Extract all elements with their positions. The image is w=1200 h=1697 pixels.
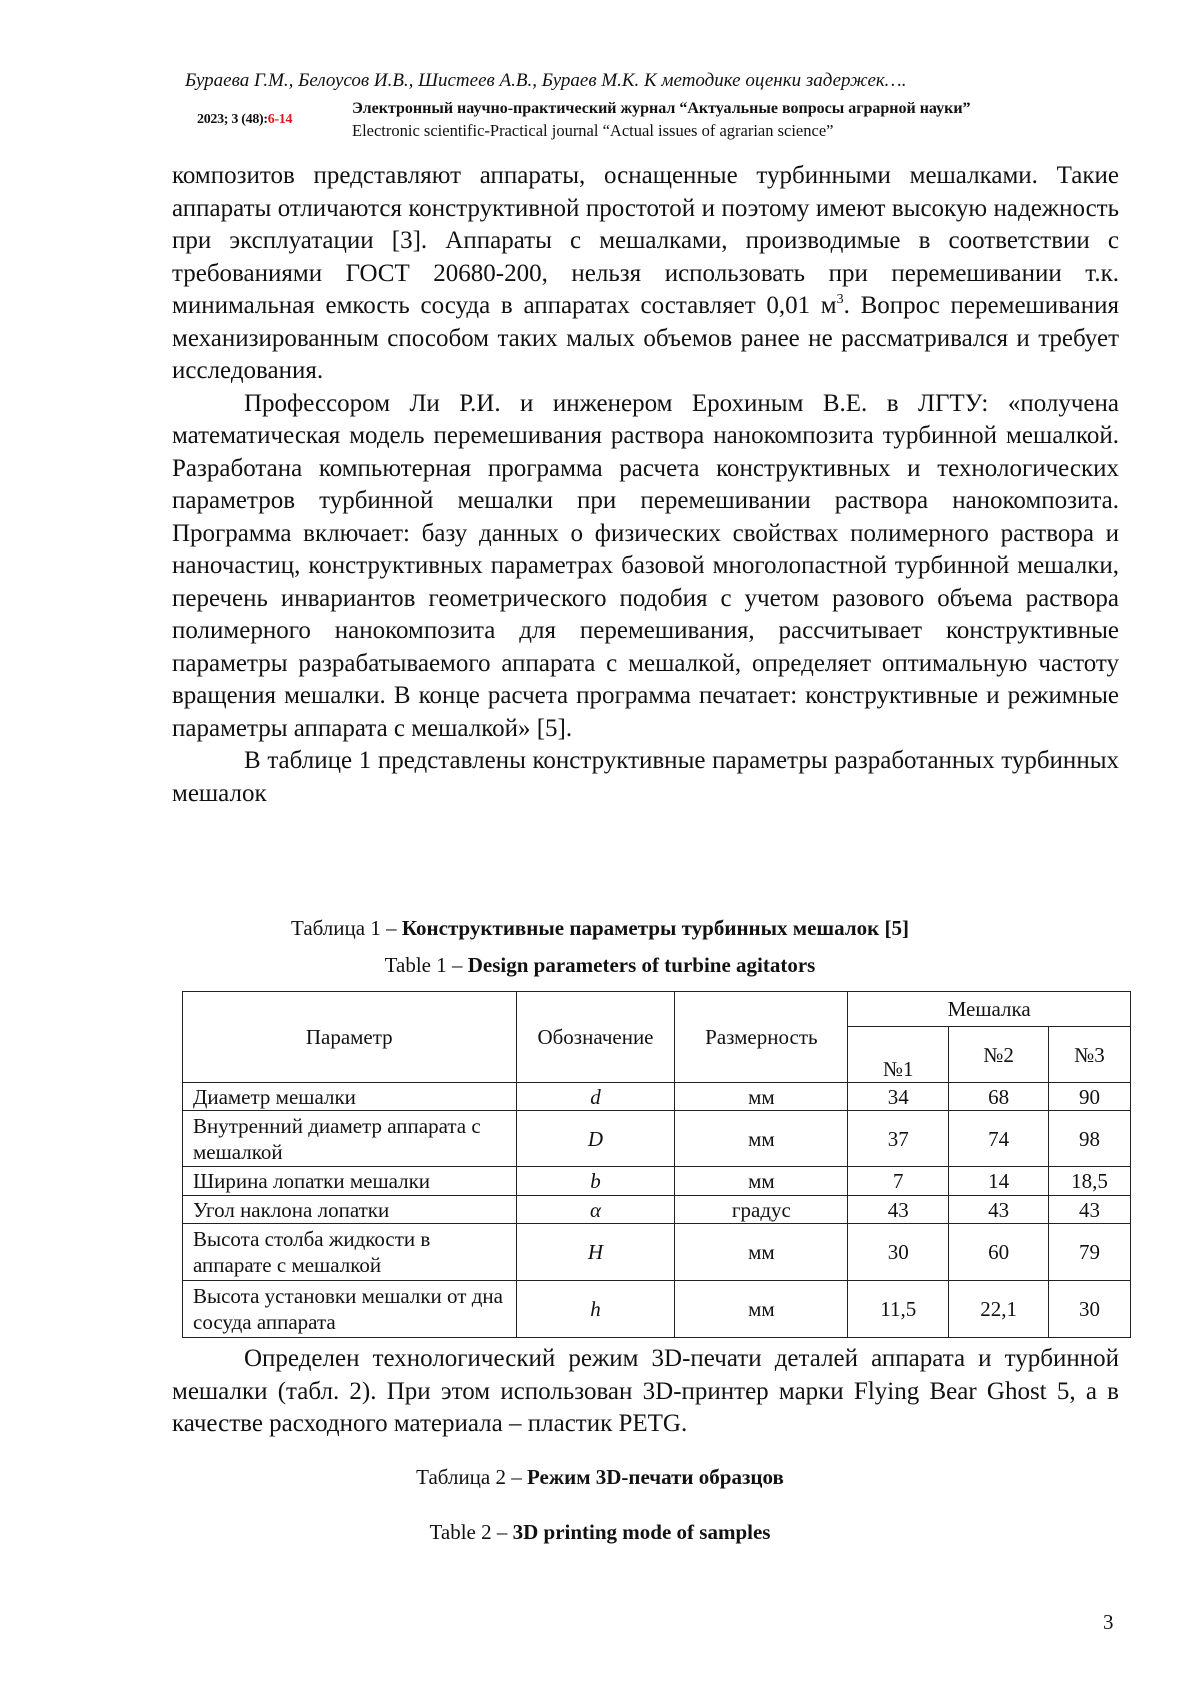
cell-param: Внутренний диаметр аппарата с мешалкой: [183, 1111, 517, 1167]
cell-param: Высота столба жидкости в аппарате с мешалкой: [183, 1224, 517, 1281]
caption-title: Режим 3D-печати образцов: [527, 1465, 784, 1489]
running-header-authors: Бураева Г.М., Белоусов И.В., Шистеев А.В., Бураев М.К. К методике оценки задержек….: [185, 70, 907, 91]
table2-caption-ru: [0, 1465, 1200, 1490]
cell-value-1: 43: [848, 1196, 949, 1224]
cell-value-1: 7: [848, 1167, 949, 1196]
cell-unit: мм: [675, 1224, 848, 1281]
caption-prefix: Table 2 –: [429, 1520, 513, 1544]
cell-param: Высота установки мешалки от дна сосуда аппарата: [183, 1281, 517, 1338]
cell-symbol: d: [516, 1083, 675, 1111]
cell-value-3: 30: [1049, 1281, 1131, 1338]
cell-unit: мм: [675, 1281, 848, 1338]
caption-prefix: Table 1 –: [384, 953, 468, 977]
table1-caption-en: [0, 953, 1200, 978]
paragraph-2: Профессором Ли Р.И. и инженером Ерохиным В.Е. в ЛГТУ: «получена математическая модель перемешивания раствора нанокомпозита турбинной мешалкой. Разработана компьютерная программа расчета конструктивных и технологических параметров турбинной мешалки при перемешивании раствора нанокомпозита. Программа включает: базу данных о физических свойствах полимерного раствора и наночастиц, конструктивных параметрах базовой многолопастной турбинной мешалки, перечень инвариантов геометрического подобия с учетом разового объема раствора полимерного нанокомпозита для перемешивания, рассчитывает конструктивные параметры разрабатываемого аппарата с мешалкой, определяет оптимальную частоту вращения мешалки. В конце расчета программа печатает: конструктивные и режимные параметры аппарата с мешалкой» [5].: [172, 389, 1119, 742]
cell-value-3: 79: [1049, 1224, 1131, 1281]
cell-value-2: 74: [949, 1111, 1049, 1167]
header-mixer-3: №3: [1049, 1027, 1131, 1083]
table2-caption-en: [0, 1520, 1200, 1545]
table-row: [183, 1167, 1131, 1196]
paragraph-3: В таблице 1 представлены конструктивные параметры разработанных турбинных мешалок: [172, 747, 1119, 807]
caption-prefix: Таблица 1 –: [291, 916, 402, 940]
cell-symbol: D: [516, 1111, 675, 1167]
table1-caption-ru: [0, 916, 1200, 941]
table-row: [183, 1281, 1131, 1338]
header-mixer-2: №2: [949, 1027, 1049, 1083]
cell-unit: мм: [675, 1083, 848, 1111]
header-unit: Размерность: [675, 992, 848, 1083]
superscript: 3: [836, 292, 844, 307]
header-param: Параметр: [183, 992, 517, 1083]
cell-unit: мм: [675, 1111, 848, 1167]
table-row: [183, 1111, 1131, 1167]
table-row: [183, 1083, 1131, 1111]
paragraph-1-part-a: композитов представляют аппараты, оснащенные турбинными мешалками. Такие аппараты отличаются конструктивной простотой и поэтому имеют высокую надежность при эксплуатации [3]. Аппараты с мешалками, производимые в соответствии с требованиями ГОСТ 20680-200, нельзя использовать при перемешивании т.к. минимальная емкость сосуда в аппаратах составляет 0,01 м: [172, 162, 1119, 319]
issue-reference: [197, 112, 292, 128]
cell-value-2: 14: [949, 1167, 1049, 1196]
cell-value-1: 11,5: [848, 1281, 949, 1338]
caption-title: Конструктивные параметры турбинных мешалок [5]: [401, 916, 909, 940]
caption-title: Design parameters of turbine agitators: [467, 953, 816, 977]
page-range: 6-14: [267, 112, 293, 127]
table-header-row: [183, 992, 1131, 1027]
body-text: [172, 160, 1119, 810]
cell-value-3: 90: [1049, 1083, 1131, 1111]
cell-value-1: 30: [848, 1224, 949, 1281]
cell-value-2: 22,1: [949, 1281, 1049, 1338]
cell-symbol: h: [516, 1281, 675, 1338]
paragraph-1: [172, 160, 1119, 388]
table-1: [182, 991, 1131, 1338]
paragraph-1-part-b: . Вопрос перемешивания механизированным способом таких малых объемов ранее не рассматривался и требует исследования.: [172, 292, 1119, 384]
cell-symbol: b: [516, 1167, 675, 1196]
cell-value-3: 18,5: [1049, 1167, 1131, 1196]
table-row: [183, 1224, 1131, 1281]
journal-title-ru: Электронный научно-практический журнал “Актуальные вопросы аграрной науки”: [352, 100, 971, 117]
cell-param: Ширина лопатки мешалки: [183, 1167, 517, 1196]
issue-number: 2023; 3 (48):: [197, 112, 268, 127]
cell-unit: градус: [675, 1196, 848, 1224]
cell-unit: мм: [675, 1167, 848, 1196]
cell-value-2: 60: [949, 1224, 1049, 1281]
header-mixer: Мешалка: [848, 992, 1131, 1027]
caption-prefix: Таблица 2 –: [416, 1465, 527, 1489]
caption-title: 3D printing mode of samples: [512, 1520, 771, 1544]
cell-value-1: 34: [848, 1083, 949, 1111]
cell-value-3: 43: [1049, 1196, 1131, 1224]
header-symbol: Обозначение: [516, 992, 675, 1083]
cell-value-2: 68: [949, 1083, 1049, 1111]
cell-param: Угол наклона лопатки: [183, 1196, 517, 1224]
cell-value-1: 37: [848, 1111, 949, 1167]
paragraph-4: Определен технологический режим 3D-печати деталей аппарата и турбинной мешалки (табл. 2). При этом использован 3D-принтер марки Flying Bear Ghost 5, а в качестве расходного материала – пластик PETG.: [172, 1345, 1119, 1437]
cell-value-3: 98: [1049, 1111, 1131, 1167]
header-mixer-1: №1: [848, 1027, 949, 1083]
table-row: [183, 1196, 1131, 1224]
body-text-2: [172, 1343, 1119, 1441]
cell-value-2: 43: [949, 1196, 1049, 1224]
cell-symbol: α: [516, 1196, 675, 1224]
cell-param: Диаметр мешалки: [183, 1083, 517, 1111]
page-number: 3: [1103, 1610, 1114, 1634]
cell-symbol: H: [516, 1224, 675, 1281]
journal-title-en: Electronic scientific-Practical journal “Actual issues of agrarian science”: [352, 121, 834, 140]
